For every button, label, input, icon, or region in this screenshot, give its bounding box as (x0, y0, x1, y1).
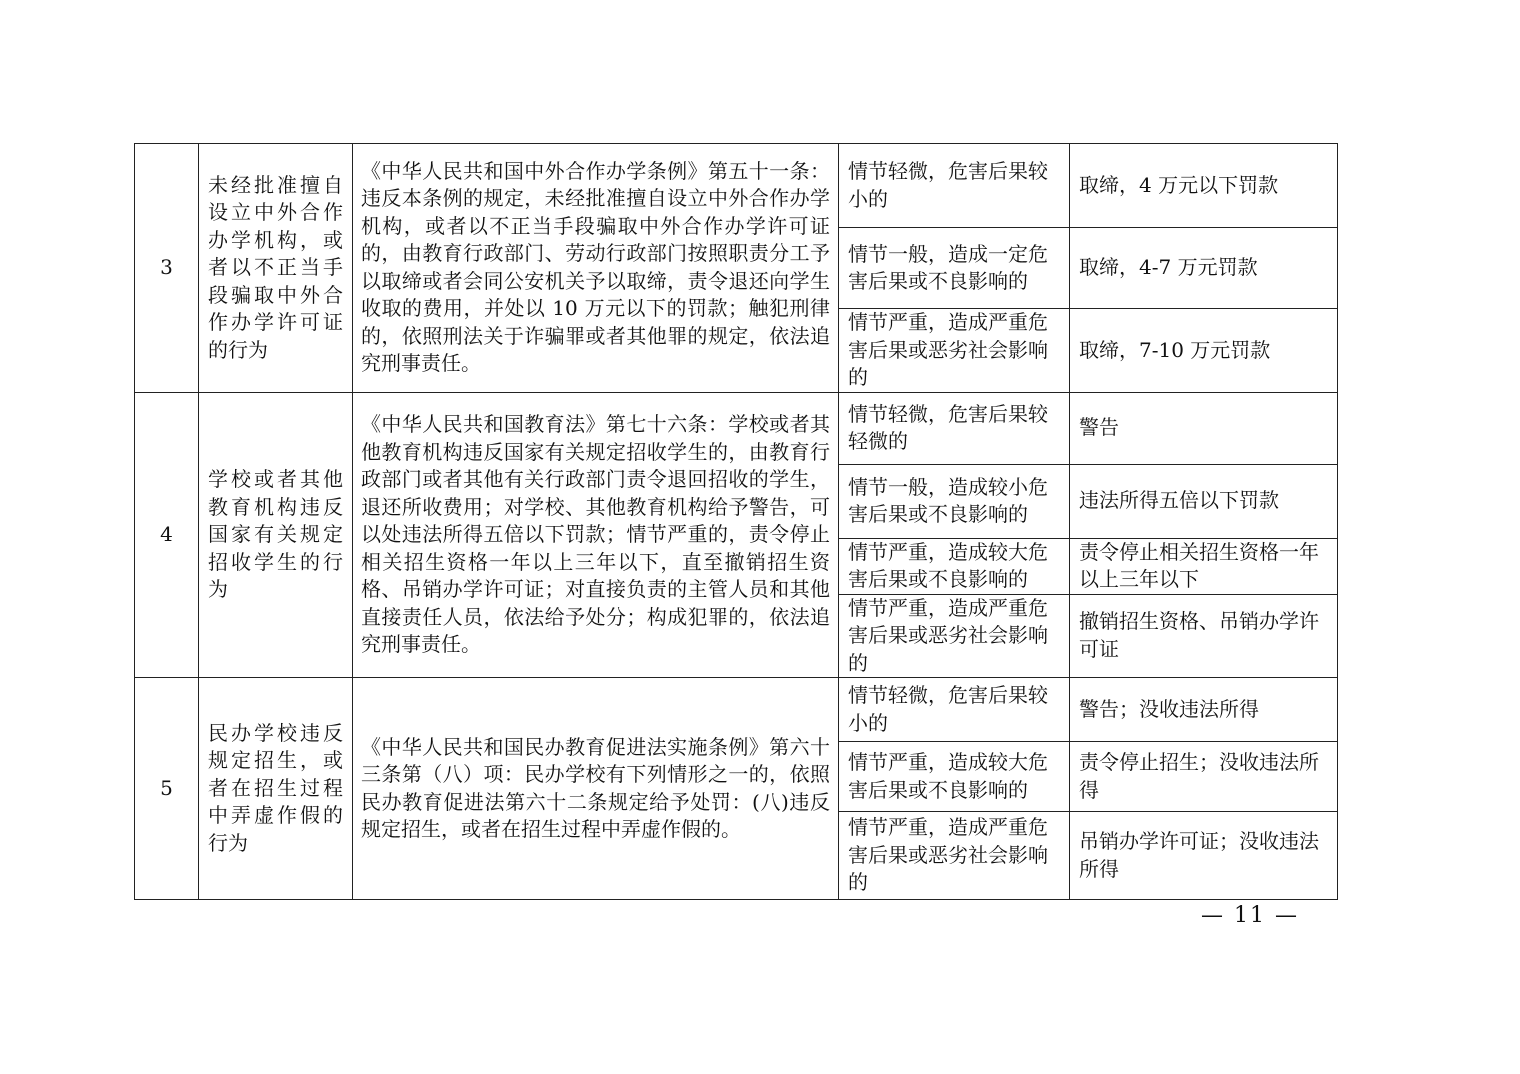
penalty-cell: 警告；没收违法所得 (1070, 678, 1338, 742)
circumstance-cell: 情节严重，造成严重危害后果或恶劣社会影响的 (839, 594, 1070, 678)
circumstance-cell: 情节严重，造成严重危害后果或恶劣社会影响的 (839, 812, 1070, 900)
violation-behavior: 未经批准擅自设立中外合作办学机构，或者以不正当手段骗取中外合作办学许可证的行为 (199, 144, 353, 393)
circumstance-cell: 情节严重，造成严重危害后果或恶劣社会影响的 (839, 309, 1070, 393)
row-number: 5 (135, 678, 199, 900)
page-number: — 11 — (1201, 903, 1299, 928)
circumstance-cell: 情节轻微，危害后果较轻微的 (839, 392, 1070, 464)
penalty-cell: 责令停止相关招生资格一年以上三年以下 (1070, 538, 1338, 594)
penalty-cell: 吊销办学许可证；没收违法所得 (1070, 812, 1338, 900)
circumstance-cell: 情节严重，造成较大危害后果或不良影响的 (839, 742, 1070, 812)
table-row (135, 392, 1338, 464)
legal-basis: 《中华人民共和国教育法》第七十六条：学校或者其他教育机构违反国家有关规定招收学生的，由教育行政部门或者其他有关行政部门责令退回招收的学生，退还所收费用；对学校、其他教育机构给予警告，可以处违法所得五倍以下罚款；情节严重的，责令停止相关招生资格一年以上三年以下，直至撤销招生资格、吊销办学许可证；对直接负责的主管人员和其他直接责任人员，依法给予处分；构成犯罪的，依法追究刑事责任。 (353, 392, 839, 678)
circumstance-cell: 情节一般，造成较小危害后果或不良影响的 (839, 464, 1070, 538)
penalty-table (134, 143, 1338, 900)
violation-behavior: 民办学校违反规定招生，或者在招生过程中弄虚作假的行为 (199, 678, 353, 900)
violation-behavior: 学校或者其他教育机构违反国家有关规定招收学生的行为 (199, 392, 353, 678)
penalty-cell: 取缔，4-7 万元罚款 (1070, 228, 1338, 309)
penalty-cell: 取缔，4 万元以下罚款 (1070, 144, 1338, 228)
circumstance-cell: 情节轻微，危害后果较小的 (839, 678, 1070, 742)
penalty-cell: 警告 (1070, 392, 1338, 464)
table-row (135, 144, 1338, 228)
penalty-cell: 责令停止招生；没收违法所得 (1070, 742, 1338, 812)
penalty-cell: 违法所得五倍以下罚款 (1070, 464, 1338, 538)
legal-basis: 《中华人民共和国民办教育促进法实施条例》第六十三条第（八）项：民办学校有下列情形之一的，依照民办教育促进法第六十二条规定给予处罚：(八)违反规定招生，或者在招生过程中弄虚作假的。 (353, 678, 839, 900)
circumstance-cell: 情节轻微，危害后果较小的 (839, 144, 1070, 228)
circumstance-cell: 情节一般，造成一定危害后果或不良影响的 (839, 228, 1070, 309)
penalty-cell: 撤销招生资格、吊销办学许可证 (1070, 594, 1338, 678)
legal-basis: 《中华人民共和国中外合作办学条例》第五十一条：违反本条例的规定，未经批准擅自设立中外合作办学机构，或者以不正当手段骗取中外合作办学许可证的，由教育行政部门、劳动行政部门按照职责分工予以取缔或者会同公安机关予以取缔，责令退还向学生收取的费用，并处以 10 万元以下的罚款；触犯刑律的，依照刑法关于诈骗罪或者其他罪的规定，依法追究刑事责任。 (353, 144, 839, 393)
row-number: 4 (135, 392, 199, 678)
table-row (135, 678, 1338, 742)
penalty-cell: 取缔，7-10 万元罚款 (1070, 309, 1338, 393)
circumstance-cell: 情节严重，造成较大危害后果或不良影响的 (839, 538, 1070, 594)
row-number: 3 (135, 144, 199, 393)
